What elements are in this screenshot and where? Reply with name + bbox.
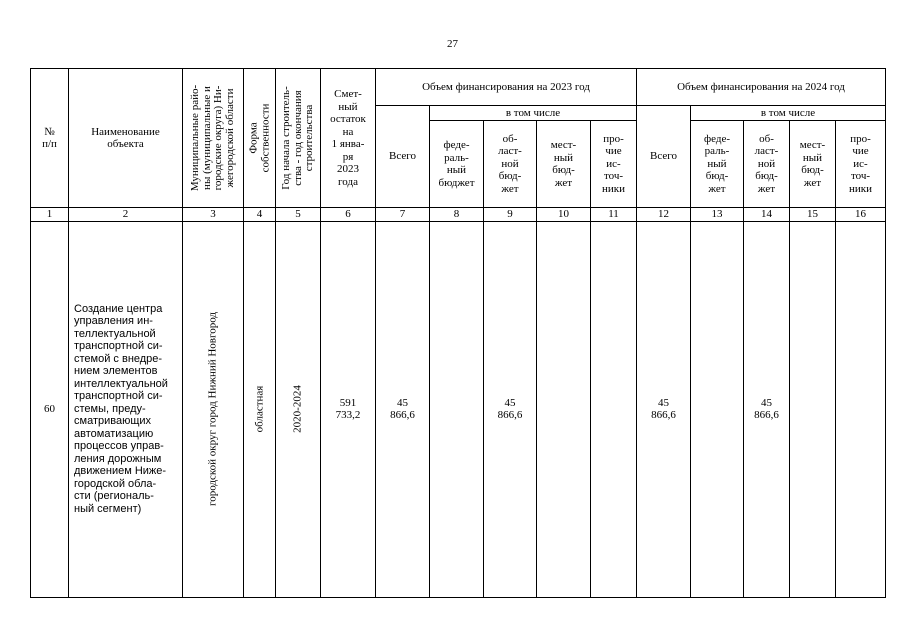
header-including-2024: в том числе: [691, 106, 886, 121]
header-municipality-line: жегородской области: [223, 88, 236, 188]
header-regional-2024: об- ласт- ной бюд- жет: [744, 121, 790, 208]
header-federal-2023: феде- раль- ный бюджет: [430, 121, 484, 208]
row-regional-2024: 45 866,6: [744, 221, 790, 597]
header-ownership: [244, 69, 276, 208]
header-construction-years-line: строительства: [302, 104, 315, 172]
header-funding-2024: Объем финансирования на 2024 год: [637, 69, 886, 106]
header-federal-2024: феде- раль- ный бюд- жет: [691, 121, 744, 208]
header-estimated-balance: Смет- ный остаток на 1 янва- ря 2023 года: [321, 69, 376, 208]
header-regional-2023: об- ласт- ной бюд- жет: [484, 121, 537, 208]
header-local-2023: мест- ный бюд- жет: [537, 121, 591, 208]
row-total-2023: 45 866,6: [376, 221, 430, 597]
column-number: 11: [591, 208, 637, 222]
header-local-2024: мест- ный бюд- жет: [790, 121, 836, 208]
column-numbers-row: [31, 208, 886, 222]
column-number: 12: [637, 208, 691, 222]
column-number: 15: [790, 208, 836, 222]
object-name: Создание центра управления ин- теллектуальной транспортной си- стемой с внедре- нием элементов интеллектуальной транспортной си- стемы, преду- сматривающих автоматизацию процессов управ- ления дорожным движением Ниже- городской обла- сти (региональ- ный сегмент): [69, 221, 183, 597]
row-num: 60: [31, 221, 69, 597]
row-estimated-balance: 591 733,2: [321, 221, 376, 597]
row-ownership: областная: [244, 221, 276, 597]
row-local-2023: [537, 221, 591, 597]
column-number: 10: [537, 208, 591, 222]
row-other-2024: [836, 221, 886, 597]
row-federal-2023: [430, 221, 484, 597]
header-ownership-line: собственности: [258, 103, 271, 173]
header-other-2023: про- чие ис- точ- ники: [591, 121, 637, 208]
row-municipality: городской округ город Нижний Новгород: [183, 221, 244, 597]
column-number: 9: [484, 208, 537, 222]
column-number: 4: [244, 208, 276, 222]
column-number: 1: [31, 208, 69, 222]
row-years: 2020-2024: [276, 221, 321, 597]
header-municipality: [183, 69, 244, 208]
header-municipality-line: городские округа) Ни-: [212, 85, 224, 191]
column-number: 8: [430, 208, 484, 222]
column-number: 5: [276, 208, 321, 222]
header-municipality-line: Муниципальные райо-: [189, 84, 201, 192]
header-funding-2023: Объем финансирования на 2023 год: [376, 69, 637, 106]
header-total-2024: Всего: [637, 106, 691, 208]
column-number: 6: [321, 208, 376, 222]
row-other-2023: [591, 221, 637, 597]
header-construction-years: [276, 69, 321, 208]
header-other-2024: про- чие ис- точ- ники: [836, 121, 886, 208]
row-regional-2023: 45 866,6: [484, 221, 537, 597]
table-row: [31, 221, 886, 597]
header-construction-years-line: ства - год окончания: [291, 90, 304, 186]
page-number: 27: [447, 38, 458, 50]
header-name: Наименование объекта: [69, 69, 183, 208]
column-number: 2: [69, 208, 183, 222]
row-total-2024: 45 866,6: [637, 221, 691, 597]
financing-table: [30, 68, 886, 598]
column-number: 14: [744, 208, 790, 222]
column-number: 13: [691, 208, 744, 222]
column-number: 16: [836, 208, 886, 222]
row-local-2024: [790, 221, 836, 597]
header-municipality-line: ны (муниципальные и: [200, 86, 213, 190]
column-number: 7: [376, 208, 430, 222]
column-number: 3: [183, 208, 244, 222]
header-construction-years-line: Год начала строитель-: [279, 86, 292, 190]
header-including-2023: в том числе: [430, 106, 637, 121]
header-num: № п/п: [31, 69, 69, 208]
row-federal-2024: [691, 221, 744, 597]
header-total-2023: Всего: [376, 106, 430, 208]
header-ownership-line: Форма: [247, 122, 259, 154]
